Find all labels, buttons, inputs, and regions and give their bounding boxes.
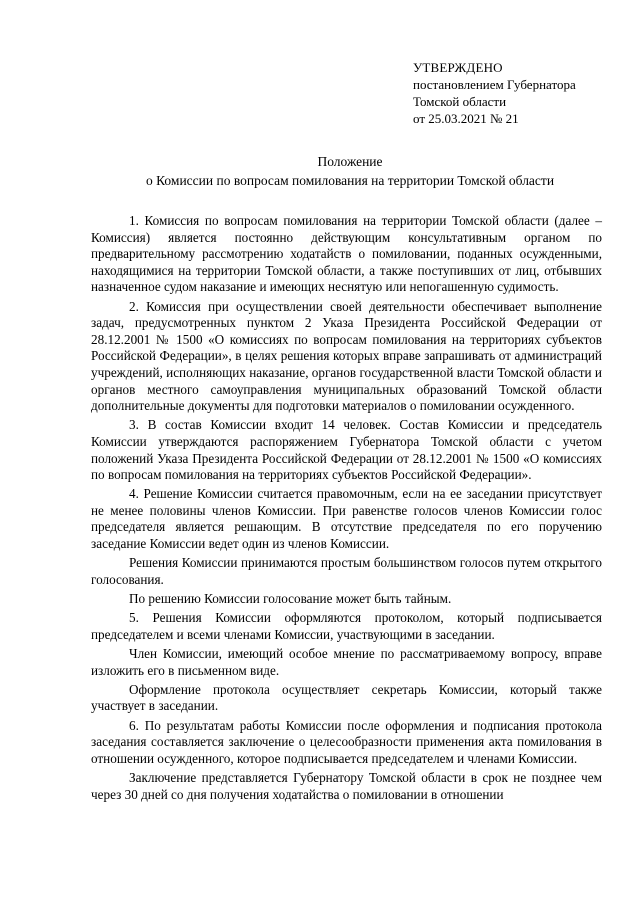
- paragraph: Оформление протокола осуществляет секретарь Комиссии, который также участвует в заседании.: [91, 681, 602, 714]
- approval-line: постановлением Губернатора: [413, 77, 576, 92]
- paragraph: 2. Комиссия при осуществлении своей деятельности обеспечивает выполнение задач, предусмотренных пунктом 2 Указа Президента Российской Федерации от 28.12.2001 № 1500 «О комиссиях по вопросам помилования на территориях субъектов Российской Федерации», в целях решения которых вправе запрашивать от администраций учреждений, исполняющих наказание, органов государственной власти Томской области и органов местного самоуправления муниципальных образований Томской области дополнительные документы для подготовки материалов о помиловании осужденного.: [91, 298, 602, 414]
- approval-stamp: [413, 59, 576, 127]
- approval-heading: УТВЕРЖДЕНО: [413, 60, 503, 75]
- paragraph: Решения Комиссии принимаются простым большинством голосов путем открытого голосования.: [91, 555, 602, 587]
- paragraph: 6. По результатам работы Комиссии после оформления и подписания протокола заседания составляется заключение о целесообразности применения акта помилования в отношении осужденного, которое подписывается председателем и членами Комиссии.: [91, 717, 602, 766]
- paragraph: 3. В состав Комиссии входит 14 человек. Состав Комиссии и председатель Комиссии утверждаются распоряжением Губернатора Томской области с учетом положений Указа Президента Российской Федерации от 28.12.2001 № 1500 «О комиссиях по вопросам помилования на территориях субъектов Российской Федерации».: [91, 417, 602, 483]
- document-body: [91, 213, 602, 806]
- title-line: Положение: [317, 154, 383, 169]
- paragraph: По решению Комиссии голосование может быть тайным.: [129, 591, 452, 607]
- paragraph: 1. Комиссия по вопросам помилования на территории Томской области (далее – Комиссия) является постоянно действующим консультативным органом по предварительному рассмотрению ходатайств о помиловании, поданных осужденными, находящимися на территории Томской области, а также поступивших от лиц, отбывших назначенное судом наказание и имеющих неснятую или непогашенную судимость.: [91, 213, 602, 295]
- approval-date: от 25.03.2021 № 21: [413, 111, 519, 126]
- paragraph: Заключение представляется Губернатору Томской области в срок не позднее чем через 30 дней со дня получения ходатайства о помиловании в отношении: [91, 769, 602, 802]
- title-subline: о Комиссии по вопросам помилования на территории Томской области: [145, 173, 555, 188]
- document-title: [60, 152, 640, 190]
- approval-line: Томской области: [413, 94, 507, 109]
- paragraph: 5. Решения Комиссии оформляются протоколом, который подписывается председателем и всеми членами Комиссии, участвующими в заседании.: [91, 610, 602, 642]
- paragraph: Член Комиссии, имеющий особое мнение по рассматриваемому вопросу, вправе изложить его в письменном виде.: [91, 646, 602, 678]
- paragraph: 4. Решение Комиссии считается правомочным, если на ее заседании присутствует не менее половины членов Комиссии. При равенстве голосов членов Комиссии голос председателя является решающим. В отсутствие председателя по его поручению заседание Комиссии ведет один из членов Комиссии.: [91, 486, 602, 552]
